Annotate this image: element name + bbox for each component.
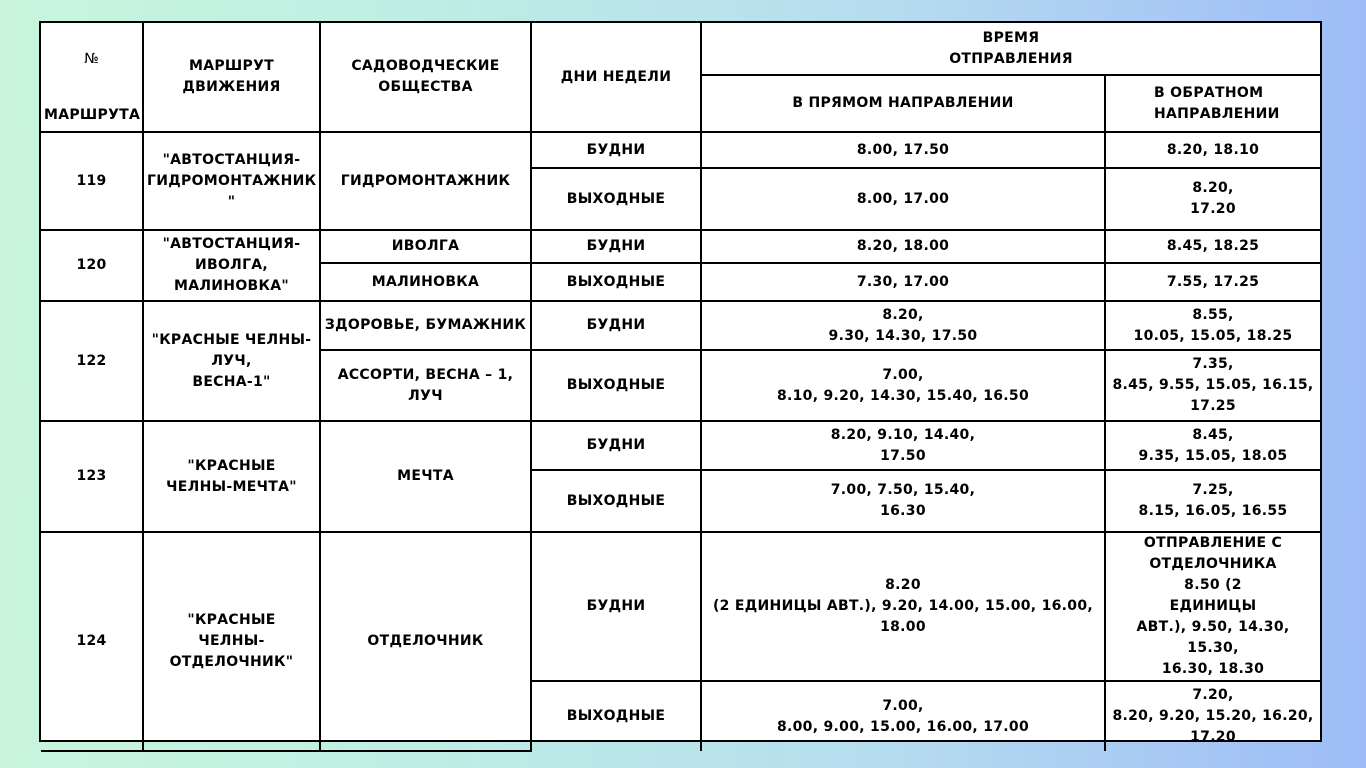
backward-times: 8.55, 10.05, 15.05, 18.25	[1105, 301, 1320, 350]
header-route-number-label: МАРШРУТА	[44, 107, 141, 123]
backward-times: 8.20, 18.10	[1105, 132, 1320, 168]
header-forward-direction: В ПРЯМОМ НАПРАВЛЕНИИ	[701, 75, 1105, 132]
table-row	[41, 421, 1320, 470]
table-row	[41, 132, 1320, 168]
day-type: ВЫХОДНЫЕ	[531, 470, 701, 532]
table-row	[41, 301, 1320, 350]
route-number: 124	[41, 532, 143, 751]
society-name: МЕЧТА	[320, 421, 531, 532]
backward-times: ОТПРАВЛЕНИЕ С ОТДЕЛОЧНИКА 8.50 (2 ЕДИНИЦЫ АВТ.), 9.50, 14.30, 15.30, 16.30, 18.30	[1105, 532, 1320, 681]
society-name: МАЛИНОВКА	[320, 263, 531, 301]
day-type: БУДНИ	[531, 421, 701, 470]
backward-times: 8.20, 17.20	[1105, 168, 1320, 230]
route-name: "АВТОСТАНЦИЯ- ИВОЛГА, МАЛИНОВКА"	[143, 230, 320, 301]
header-departure-time: ВРЕМЯ ОТПРАВЛЕНИЯ	[701, 23, 1320, 75]
day-type: БУДНИ	[531, 301, 701, 350]
society-name: ОТДЕЛОЧНИК	[320, 532, 531, 751]
forward-times: 7.00, 8.00, 9.00, 15.00, 16.00, 17.00	[701, 681, 1105, 751]
forward-times: 7.00, 8.10, 9.20, 14.30, 15.40, 16.50	[701, 350, 1105, 421]
route-name: "АВТОСТАНЦИЯ- ГИДРОМОНТАЖНИК "	[143, 132, 320, 230]
backward-times: 7.55, 17.25	[1105, 263, 1320, 301]
route-name: "КРАСНЫЕ ЧЕЛНЫ- ОТДЕЛОЧНИК"	[143, 532, 320, 751]
route-name: "КРАСНЫЕ ЧЕЛНЫ- ЛУЧ, ВЕСНА-1"	[143, 301, 320, 421]
header-backward-direction: В ОБРАТНОМ НАПРАВЛЕНИИ	[1105, 75, 1320, 132]
society-name: ИВОЛГА	[320, 230, 531, 263]
table-row	[41, 230, 1320, 263]
forward-times: 8.00, 17.00	[701, 168, 1105, 230]
schedule-sheet	[39, 21, 1322, 745]
backward-times: 7.20, 8.20, 9.20, 15.20, 16.20, 17.20	[1105, 681, 1320, 751]
forward-times: 8.20 (2 ЕДИНИЦЫ АВТ.), 9.20, 14.00, 15.00, 16.00, 18.00	[701, 532, 1105, 681]
backward-times: 7.35, 8.45, 9.55, 15.05, 16.15, 17.25	[1105, 350, 1320, 421]
day-type: БУДНИ	[531, 230, 701, 263]
route-number: 119	[41, 132, 143, 230]
day-type: ВЫХОДНЫЕ	[531, 263, 701, 301]
backward-times: 7.25, 8.15, 16.05, 16.55	[1105, 470, 1320, 532]
forward-times: 8.20, 9.30, 14.30, 17.50	[701, 301, 1105, 350]
forward-times: 7.00, 7.50, 15.40, 16.30	[701, 470, 1105, 532]
day-type: БУДНИ	[531, 532, 701, 681]
forward-times: 8.20, 9.10, 14.40, 17.50	[701, 421, 1105, 470]
header-days: ДНИ НЕДЕЛИ	[531, 23, 701, 132]
society-name: АССОРТИ, ВЕСНА – 1, ЛУЧ	[320, 350, 531, 421]
forward-times: 7.30, 17.00	[701, 263, 1105, 301]
route-number: 120	[41, 230, 143, 301]
number-sign: №	[84, 51, 99, 67]
backward-times: 8.45, 18.25	[1105, 230, 1320, 263]
society-name: ЗДОРОВЬЕ, БУМАЖНИК	[320, 301, 531, 350]
bus-schedule-table	[41, 23, 1320, 752]
day-type: ВЫХОДНЫЕ	[531, 350, 701, 421]
day-type: БУДНИ	[531, 132, 701, 168]
route-name: "КРАСНЫЕ ЧЕЛНЫ-МЕЧТА"	[143, 421, 320, 532]
route-number: 122	[41, 301, 143, 421]
route-number: 123	[41, 421, 143, 532]
backward-times: 8.45, 9.35, 15.05, 18.05	[1105, 421, 1320, 470]
society-name: ГИДРОМОНТАЖНИК	[320, 132, 531, 230]
header-route-number	[41, 23, 143, 132]
forward-times: 8.20, 18.00	[701, 230, 1105, 263]
header-route: МАРШРУТ ДВИЖЕНИЯ	[143, 23, 320, 132]
forward-times: 8.00, 17.50	[701, 132, 1105, 168]
day-type: ВЫХОДНЫЕ	[531, 168, 701, 230]
table-row	[41, 532, 1320, 681]
header-societies: САДОВОДЧЕСКИЕ ОБЩЕСТВА	[320, 23, 531, 132]
day-type: ВЫХОДНЫЕ	[531, 681, 701, 751]
